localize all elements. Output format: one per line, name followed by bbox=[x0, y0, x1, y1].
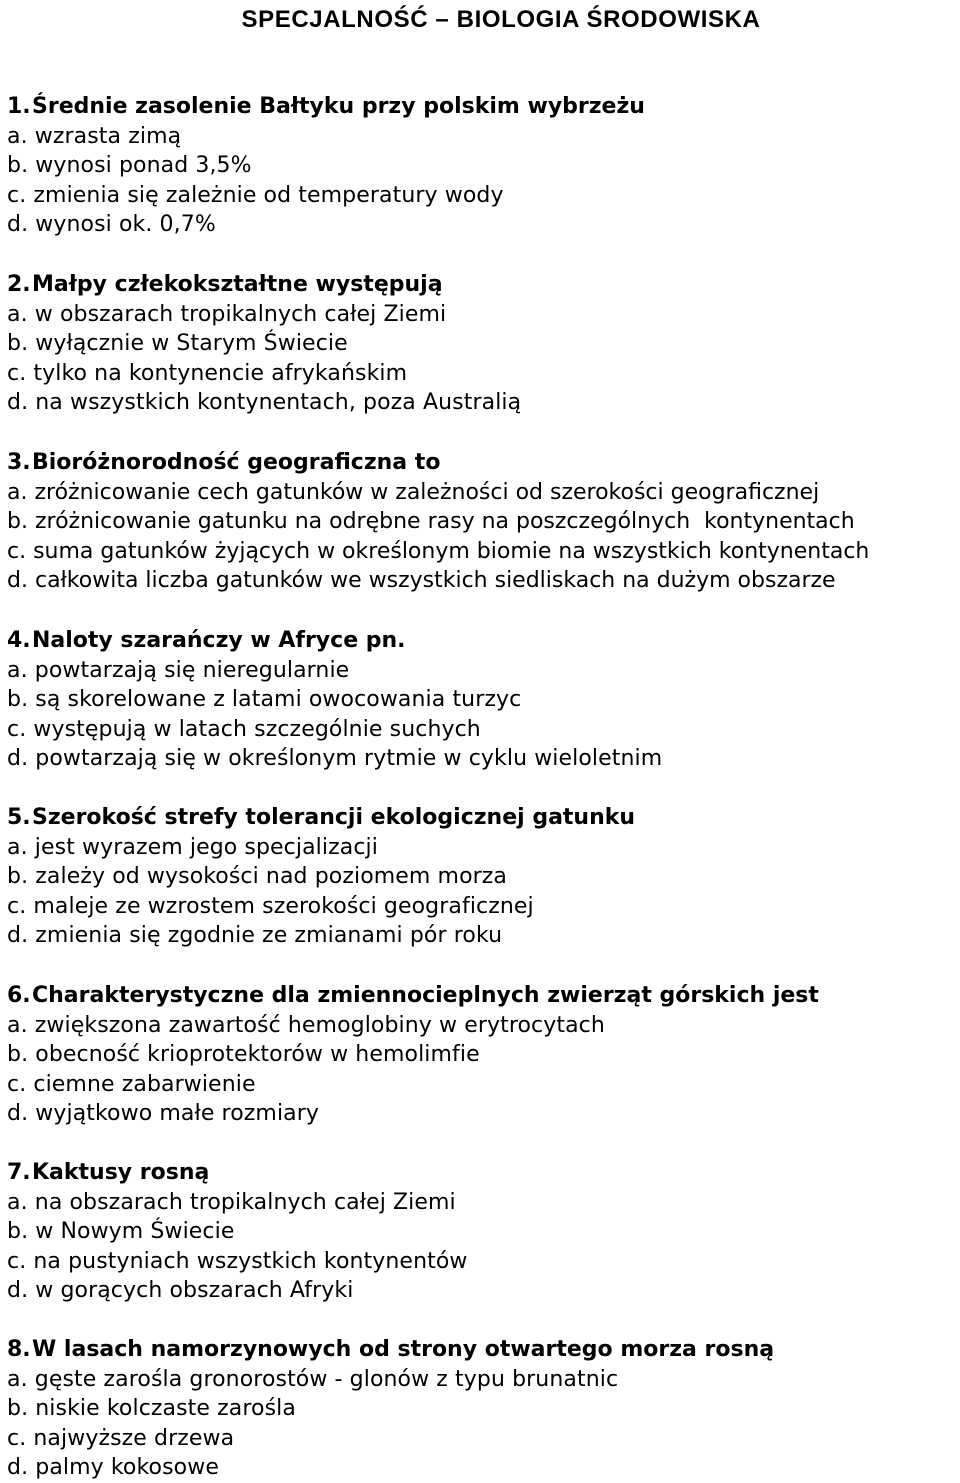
answer-option-b bbox=[7, 151, 960, 181]
option-letter: d. bbox=[7, 568, 28, 593]
option-text: wynosi ponad 3,5% bbox=[35, 153, 252, 178]
question-text: Bioróżnorodność geograficzna to bbox=[32, 450, 441, 475]
option-text: maleje ze wzrostem szerokości geograficznej bbox=[33, 893, 534, 919]
question-heading bbox=[7, 803, 960, 833]
option-text: zmienia się zgodnie ze zmianami pór roku bbox=[35, 923, 503, 948]
option-letter: c. bbox=[7, 716, 27, 742]
answer-option-b bbox=[7, 1394, 960, 1424]
option-letter: b. bbox=[7, 1042, 29, 1067]
option-letter: b. bbox=[7, 687, 29, 712]
question-1 bbox=[7, 92, 960, 240]
option-letter: b. bbox=[7, 331, 29, 356]
question-text: Średnie zasolenie Bałtyku przy polskim wybrzeżu bbox=[32, 94, 645, 119]
answer-option-d bbox=[7, 1099, 960, 1129]
answer-option-a bbox=[7, 478, 960, 508]
question-text: Kaktusy rosną bbox=[32, 1160, 210, 1185]
option-text: powtarzają się nieregularnie bbox=[34, 657, 350, 683]
option-text: jest wyrazem jego specjalizacji bbox=[34, 834, 378, 860]
answer-option-a bbox=[7, 656, 960, 686]
question-text: Naloty szarańczy w Afryce pn. bbox=[32, 628, 406, 653]
option-text: obecność krioprotektorów w hemolimfie bbox=[35, 1042, 480, 1067]
option-letter: a. bbox=[7, 657, 28, 683]
option-text: powtarzają się w określonym rytmie w cyklu wieloletnim bbox=[35, 746, 663, 771]
option-text: są skorelowane z latami owocowania turzyc bbox=[35, 687, 522, 712]
option-text: w gorących obszarach Afryki bbox=[35, 1278, 354, 1303]
answer-option-d bbox=[7, 566, 960, 596]
option-letter: c. bbox=[7, 538, 27, 564]
option-text: w obszarach tropikalnych całej Ziemi bbox=[34, 301, 447, 327]
option-letter: a. bbox=[7, 1189, 28, 1215]
question-3 bbox=[7, 448, 960, 596]
answer-option-c bbox=[7, 1424, 960, 1454]
answer-option-d bbox=[7, 388, 960, 418]
option-letter: d. bbox=[7, 1101, 29, 1126]
question-text: Szerokość strefy tolerancji ekologicznej gatunku bbox=[32, 805, 636, 830]
option-letter: c. bbox=[7, 893, 27, 919]
option-letter: b. bbox=[7, 509, 28, 534]
option-text: całkowita liczba gatunków we wszystkich siedliskach na dużym obszarze bbox=[34, 568, 836, 593]
answer-option-c bbox=[7, 892, 960, 922]
answer-option-c bbox=[7, 715, 960, 745]
option-letter: b. bbox=[7, 864, 29, 889]
question-text: Małpy człekokształtne występują bbox=[32, 272, 443, 297]
option-letter: d. bbox=[7, 923, 29, 948]
question-text: W lasach namorzynowych od strony otwartego morza rosną bbox=[32, 1337, 775, 1362]
option-letter: d. bbox=[7, 1455, 29, 1480]
answer-option-b bbox=[7, 685, 960, 715]
question-number: 4. bbox=[7, 628, 31, 653]
option-letter: c. bbox=[7, 182, 27, 208]
question-text: Charakterystyczne dla zmiennocieplnych zwierząt górskich jest bbox=[32, 983, 819, 1008]
option-letter: d. bbox=[7, 746, 29, 771]
question-heading bbox=[7, 448, 960, 478]
question-heading bbox=[7, 92, 960, 122]
question-5 bbox=[7, 803, 960, 951]
answer-option-c bbox=[7, 1247, 960, 1277]
answer-option-a bbox=[7, 1011, 960, 1041]
question-number: 6. bbox=[7, 983, 31, 1008]
answer-option-a bbox=[7, 833, 960, 863]
question-number: 7. bbox=[7, 1160, 31, 1185]
answer-option-b bbox=[7, 507, 960, 537]
option-text: zróżnicowanie gatunku na odrębne rasy na poszczególnych kontynentach bbox=[34, 509, 855, 534]
option-letter: a. bbox=[7, 834, 28, 860]
option-letter: b. bbox=[7, 1219, 29, 1244]
answer-option-d bbox=[7, 921, 960, 951]
option-letter: d. bbox=[7, 390, 29, 415]
question-8 bbox=[7, 1335, 960, 1483]
option-text: wzrasta zimą bbox=[34, 123, 182, 149]
option-letter: b. bbox=[7, 1396, 29, 1421]
option-letter: c. bbox=[7, 1425, 27, 1451]
answer-option-a bbox=[7, 122, 960, 152]
option-letter: a. bbox=[7, 1366, 28, 1392]
option-text: na wszystkich kontynentach, poza Australią bbox=[35, 390, 522, 415]
option-letter: d. bbox=[7, 1278, 29, 1303]
question-number: 5. bbox=[7, 805, 31, 830]
option-text: występują w latach szczególnie suchych bbox=[33, 716, 481, 742]
option-text: tylko na kontynencie afrykańskim bbox=[33, 360, 408, 386]
option-text: zróżnicowanie cech gatunków w zależności od szerokości geograficznej bbox=[34, 479, 820, 505]
option-text: wynosi ok. 0,7% bbox=[35, 212, 216, 237]
question-2 bbox=[7, 270, 960, 418]
question-heading bbox=[7, 270, 960, 300]
answer-option-c bbox=[7, 359, 960, 389]
answer-option-a bbox=[7, 1365, 960, 1395]
question-number: 2. bbox=[7, 272, 31, 297]
question-heading bbox=[7, 1335, 960, 1365]
option-text: wyłącznie w Starym Świecie bbox=[35, 331, 348, 356]
option-text: w Nowym Świecie bbox=[35, 1219, 235, 1244]
answer-option-b bbox=[7, 1217, 960, 1247]
answer-option-a bbox=[7, 1188, 960, 1218]
option-text: zmienia się zależnie od temperatury wody bbox=[33, 182, 504, 208]
option-text: palmy kokosowe bbox=[35, 1455, 219, 1480]
question-number: 1. bbox=[7, 94, 31, 119]
page-title: SPECJALNOŚĆ – BIOLOGIA ŚRODOWISKA bbox=[241, 6, 761, 33]
question-4 bbox=[7, 626, 960, 774]
answer-option-c bbox=[7, 537, 960, 567]
question-number: 8. bbox=[7, 1337, 31, 1362]
option-letter: a. bbox=[7, 123, 28, 149]
question-heading bbox=[7, 1158, 960, 1188]
answer-option-d bbox=[7, 1453, 960, 1483]
option-letter: c. bbox=[7, 1248, 27, 1274]
option-text: na pustyniach wszystkich kontynentów bbox=[33, 1248, 468, 1274]
answer-option-c bbox=[7, 1070, 960, 1100]
question-7 bbox=[7, 1158, 960, 1306]
option-letter: a. bbox=[7, 479, 28, 505]
option-letter: a. bbox=[7, 1012, 28, 1038]
option-text: najwyższe drzewa bbox=[33, 1425, 235, 1451]
answer-option-b bbox=[7, 1040, 960, 1070]
question-heading bbox=[7, 626, 960, 656]
option-letter: c. bbox=[7, 1071, 27, 1097]
option-text: zwiększona zawartość hemoglobiny w erytrocytach bbox=[34, 1012, 605, 1038]
answer-option-d bbox=[7, 210, 960, 240]
option-text: na obszarach tropikalnych całej Ziemi bbox=[34, 1189, 456, 1215]
option-letter: c. bbox=[7, 360, 27, 386]
option-letter: a. bbox=[7, 301, 28, 327]
question-number: 3. bbox=[7, 450, 31, 475]
option-text: suma gatunków żyjących w określonym biomie na wszystkich kontynentach bbox=[33, 538, 870, 564]
answer-option-a bbox=[7, 300, 960, 330]
answer-option-c bbox=[7, 181, 960, 211]
question-heading bbox=[7, 981, 960, 1011]
question-6 bbox=[7, 981, 960, 1129]
option-text: gęste zarośla gronorostów - glonów z typu brunatnic bbox=[34, 1366, 619, 1392]
answer-option-d bbox=[7, 744, 960, 774]
option-text: wyjątkowo małe rozmiary bbox=[35, 1101, 320, 1126]
option-letter: b. bbox=[7, 153, 29, 178]
option-text: niskie kolczaste zarośla bbox=[35, 1396, 296, 1421]
option-letter: d. bbox=[7, 212, 29, 237]
answer-option-d bbox=[7, 1276, 960, 1306]
answer-option-b bbox=[7, 862, 960, 892]
answer-option-b bbox=[7, 329, 960, 359]
option-text: ciemne zabarwienie bbox=[33, 1071, 256, 1097]
option-text: zależy od wysokości nad poziomem morza bbox=[35, 864, 508, 889]
